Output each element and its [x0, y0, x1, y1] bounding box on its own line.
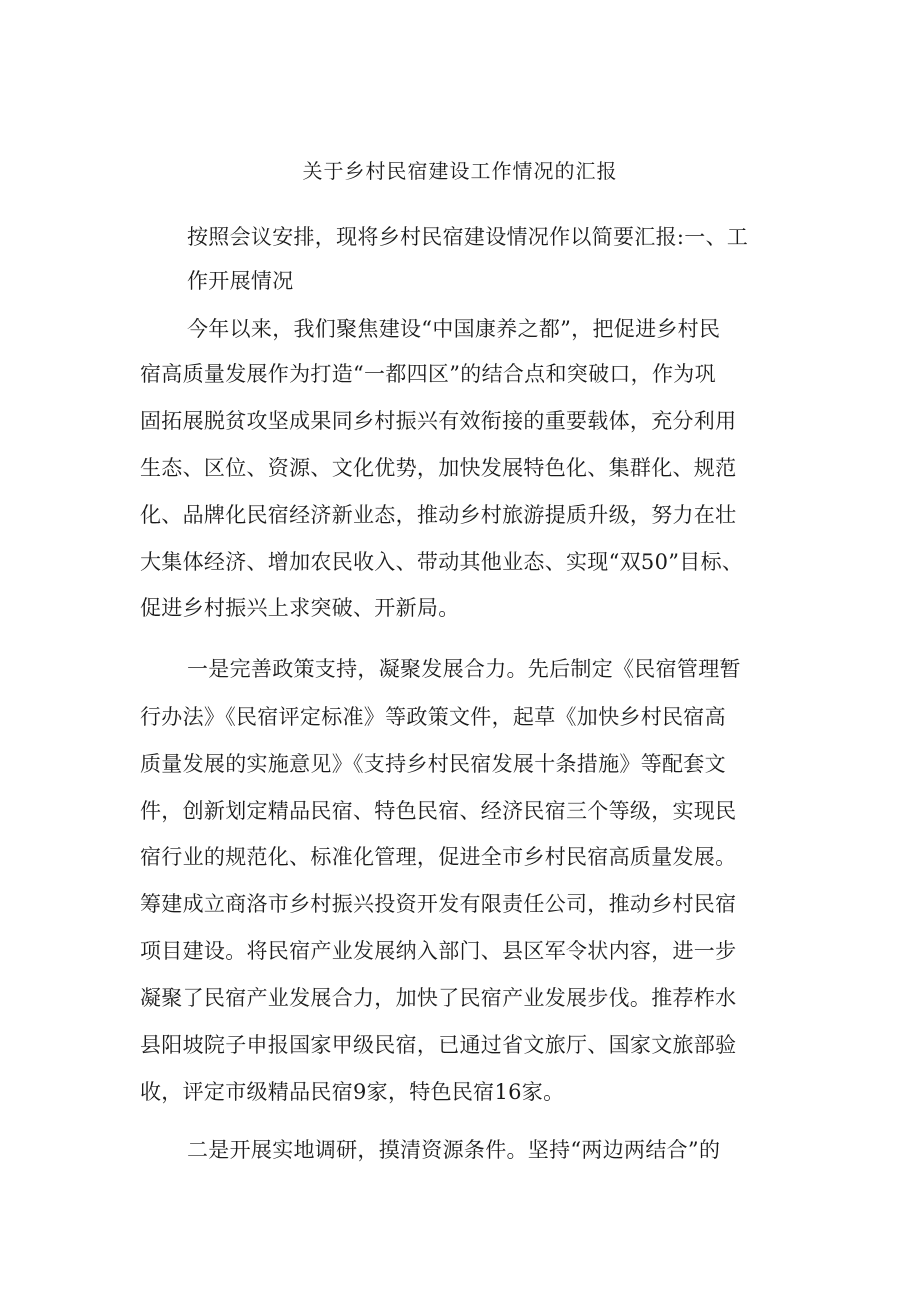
paragraph-line: 项目建设。将民宿产业发展纳入部门、县区军令状内容，进一步 [140, 939, 737, 963]
paragraph-line: 促进乡村振兴上求突破、开新局。 [140, 596, 460, 620]
document-title: 关于乡村民宿建设工作情况的汇报 [302, 159, 618, 183]
paragraph-line: 县阳坡院子申报国家甲级民宿，已通过省文旅厅、国家文旅部验 [140, 1033, 737, 1057]
paragraph-line: 宿高质量发展作为打造“一都四区”的结合点和突破口，作为巩 [140, 362, 716, 386]
paragraph-line: 大集体经济、增加农民收入、带动其他业态、实现“双50”目标、 [140, 550, 744, 574]
paragraph-line: 化、品牌化民宿经济新业态，推动乡村旅游提质升级，努力在壮 [140, 503, 737, 527]
paragraph-line: 一是完善政策支持，凝聚发展合力。先后制定《民宿管理暂 [187, 657, 741, 681]
paragraph-line: 收，评定市级精品民宿9家，特色民宿16家。 [140, 1080, 565, 1104]
paragraph-line: 生态、区位、资源、文化优势，加快发展特色化、集群化、规范 [140, 456, 737, 480]
paragraph-line: 行办法》《民宿评定标准》等政策文件，起草《加快乡村民宿高 [140, 705, 726, 729]
paragraph-line: 固拓展脱贫攻坚成果同乡村振兴有效衔接的重要载体，充分利用 [140, 409, 737, 433]
intro-line: 按照会议安排，现将乡村民宿建设情况作以简要汇报:一、工 [187, 225, 749, 249]
paragraph-line: 凝聚了民宿产业发展合力，加快了民宿产业发展步伐。推荐柞水 [140, 986, 737, 1010]
paragraph-line: 今年以来，我们聚焦建设“中国康养之都”，把促进乡村民 [187, 317, 721, 341]
intro-line: 作开展情况 [187, 269, 294, 293]
paragraph-line: 件，创新划定精品民宿、特色民宿、经济民宿三个等级，实现民 [140, 799, 737, 823]
paragraph-line: 二是开展实地调研，摸清资源条件。坚持“两边两结合”的 [187, 1138, 721, 1162]
paragraph-line: 宿行业的规范化、标准化管理，促进全市乡村民宿高质量发展。 [140, 845, 737, 869]
paragraph-line: 质量发展的实施意见》《支持乡村民宿发展十条措施》等配套文 [140, 752, 726, 776]
paragraph-line: 筹建成立商洛市乡村振兴投资开发有限责任公司，推动乡村民宿 [140, 892, 737, 916]
